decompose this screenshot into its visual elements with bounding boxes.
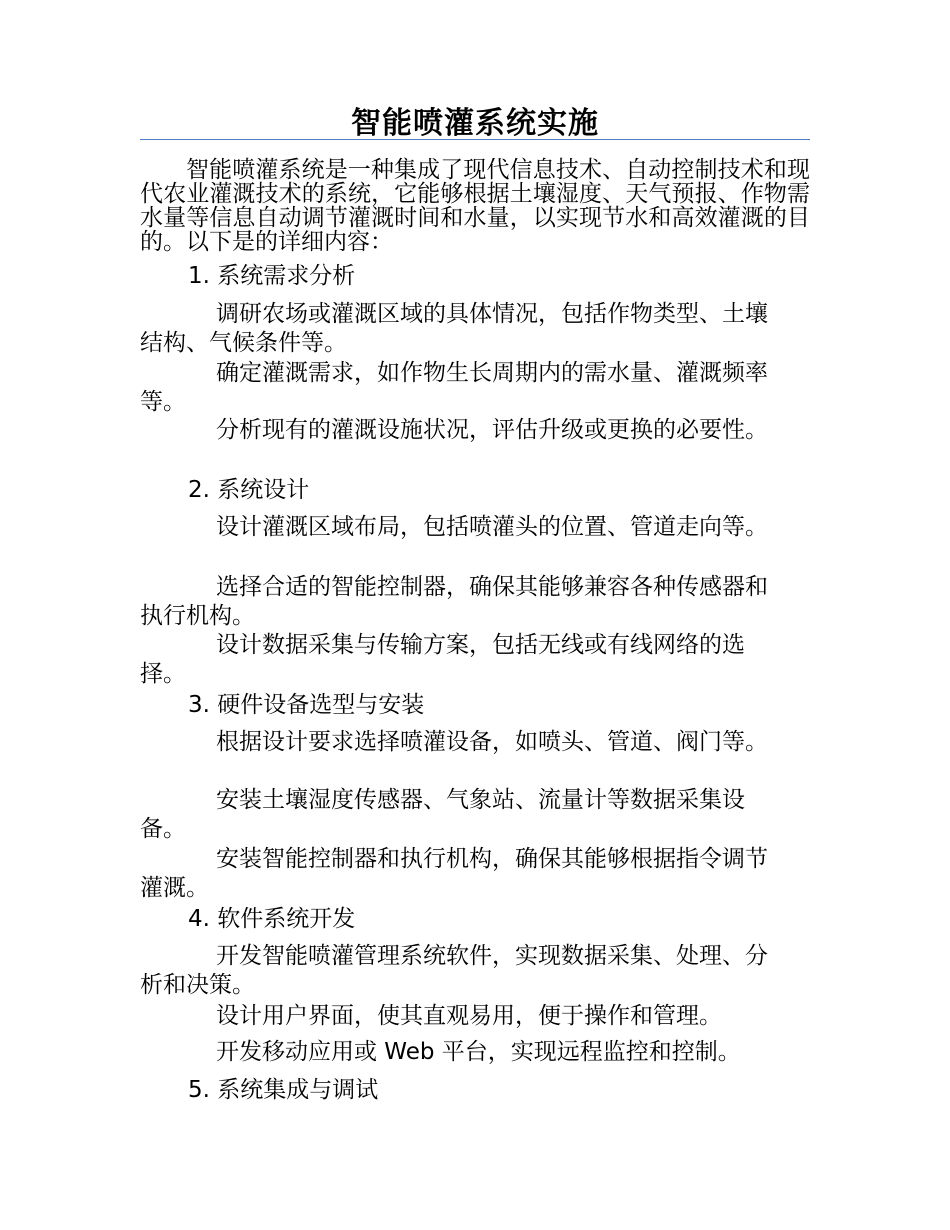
list-item: 安装智能控制器和执行机构，确保其能够根据指令调节灌溉。	[140, 846, 768, 901]
list-item: 选择合适的智能控制器，确保其能够兼容各种传感器和执行机构。	[140, 574, 768, 629]
section-heading: 2. 系统设计	[188, 477, 310, 503]
list-item: 分析现有的灌溉设施状况，评估升级或更换的必要性。	[216, 417, 768, 443]
intro-paragraph: 智能喷灌系统是一种集成了现代信息技术、自动控制技术和现代农业灌溉技术的系统，它能够根据土壤湿度、天气预报、作物需水量等信息自动调节灌溉时间和水量，以实现节水和高效灌溉的目的。以下是的详细内容：	[140, 157, 810, 255]
title-underline	[140, 139, 810, 140]
document-title: 智能喷灌系统实施	[351, 106, 599, 141]
section-heading: 4. 软件系统开发	[188, 906, 356, 932]
list-item: 调研农场或灌溉区域的具体情况，包括作物类型、土壤结构、气候条件等。	[140, 301, 768, 356]
list-item: 设计数据采集与传输方案，包括无线或有线网络的选择。	[140, 632, 745, 687]
section-heading: 3. 硬件设备选型与安装	[188, 692, 425, 718]
list-item: 确定灌溉需求，如作物生长周期内的需水量、灌溉频率等。	[140, 360, 768, 415]
list-item: 设计灌溉区域布局，包括喷灌头的位置、管道走向等。	[216, 514, 768, 540]
list-item: 设计用户界面，使其直观易用，便于操作和管理。	[216, 1003, 722, 1029]
list-item: 开发智能喷灌管理系统软件，实现数据采集、处理、分析和决策。	[140, 943, 768, 998]
list-item: 开发移动应用或 Web 平台，实现远程监控和控制。	[216, 1039, 741, 1065]
list-item: 根据设计要求选择喷灌设备，如喷头、管道、阀门等。	[216, 729, 768, 755]
section-heading: 1. 系统需求分析	[188, 263, 356, 289]
list-item: 安装土壤湿度传感器、气象站、流量计等数据采集设备。	[140, 787, 745, 842]
section-heading: 5. 系统集成与调试	[188, 1077, 379, 1103]
